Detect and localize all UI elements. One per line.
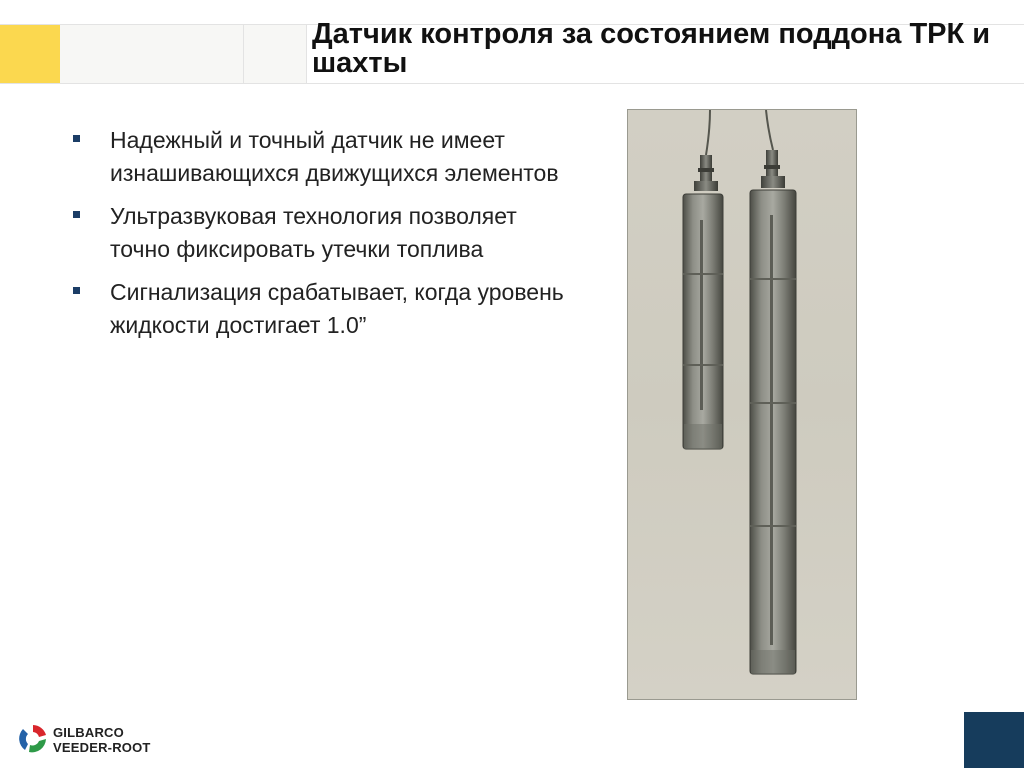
- gilbarco-logo-icon: [17, 723, 49, 755]
- header-cell: [60, 25, 244, 83]
- bullet-item: [72, 276, 572, 342]
- bullet-text: Ультразвуковая технология позволяет точно фиксировать утечки топлива: [110, 203, 517, 262]
- header-yellow-accent: [0, 25, 60, 83]
- slide-title: Датчик контроля за состоянием поддона ТРК и шахты: [312, 18, 991, 79]
- company-logo: [17, 721, 177, 761]
- square-bullet-icon: [73, 135, 80, 142]
- logo-text-line2: VEEDER-ROOT: [53, 740, 151, 755]
- bullet-text: Сигнализация срабатывает, когда уровень жидкости достигает 1.0”: [110, 279, 564, 338]
- bullet-item: [72, 200, 572, 266]
- square-bullet-icon: [73, 211, 80, 218]
- sensor-probes-image: [628, 110, 856, 699]
- corner-accent-block: [964, 712, 1024, 768]
- header-cell: [244, 25, 307, 83]
- long-probe: [750, 110, 796, 674]
- sensor-photo: [627, 109, 857, 700]
- short-probe: [683, 110, 723, 449]
- logo-text-line1: GILBARCO: [53, 725, 124, 740]
- bullet-text: Надежный и точный датчик не имеет изнашивающихся движущихся элементов: [110, 127, 559, 186]
- bullet-list: [72, 124, 572, 352]
- bullet-item: [72, 124, 572, 190]
- square-bullet-icon: [73, 287, 80, 294]
